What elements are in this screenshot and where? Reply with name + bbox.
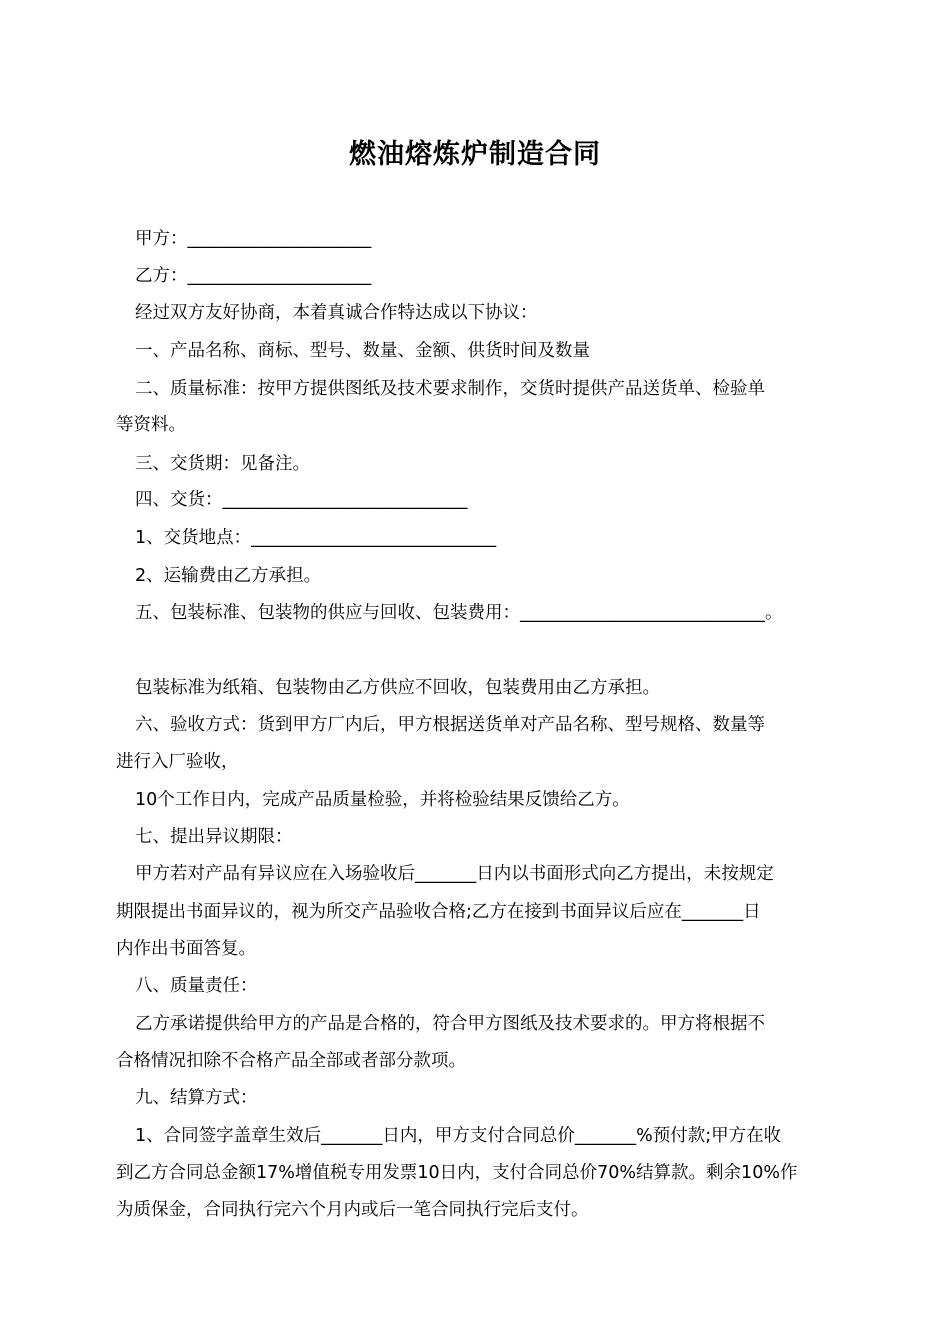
clause-7-text-cont-1: 期限提出书面异议的，视为所交产品验收合格;乙方在接到书面异议后应在_______日 [116,902,761,922]
clause-2-text: 二、质量标准：按甲方提供图纸及技术要求制作，交货时提供产品送货单、检验单 [135,379,765,399]
shipping-cost-line: 2、运输费由乙方承担。 [135,566,322,586]
clause-8-text-cont: 合格情况扣除不合格产品全部或者部分款项。 [116,1051,466,1071]
delivery-location-line: 1、交货地点：____________________________ [135,528,497,548]
clause-7-text-cont-2: 内作出书面答复。 [116,939,256,959]
clause-2-text-cont: 等资料。 [116,415,186,435]
clause-4-heading: 四、交货：____________________________ [135,490,468,510]
clause-8-heading: 八、质量责任： [135,976,258,996]
clause-9-text-cont-1: 到乙方合同总金额17%增值税专用发票10日内，支付合同总价70%结算款。剩余10%作 [116,1163,798,1183]
clause-7-text: 甲方若对产品有异议应在入场验收后_______日内以书面形式向乙方提出，未按规定 [135,864,774,884]
document-title: 燃油熔炼炉制造合同 [349,139,601,170]
clause-3-text: 三、交货期：见备注。 [135,454,310,474]
clause-6-text-cont: 进行入厂验收， [116,752,239,772]
clause-9-text-cont-2: 为质保金，合同执行完六个月内或后一笔合同执行完后支付。 [116,1200,589,1220]
preamble-line: 经过双方友好协商，本着真诚合作特达成以下协议： [135,303,538,323]
clause-9-text: 1、合同签字盖章生效后_______日内，甲方支付合同总价_______%预付款;甲方在收 [135,1126,782,1146]
clause-9-heading: 九、结算方式： [135,1088,258,1108]
packaging-standard-line: 包装标准为纸箱、包装物由乙方供应不回收，包装费用由乙方承担。 [135,678,660,698]
inspection-period-line: 10个工作日内，完成产品质量检验，并将检验结果反馈给乙方。 [135,790,630,810]
clause-7-heading: 七、提出异议期限： [135,827,293,847]
clause-1-heading: 一、产品名称、商标、型号、数量、金额、供货时间及数量 [135,341,590,361]
party-a-line: 甲方：_____________________ [135,229,372,249]
clause-8-text: 乙方承诺提供给甲方的产品是合格的，符合甲方图纸及技术要求的。甲方将根据不 [135,1014,765,1034]
clause-6-text: 六、验收方式：货到甲方厂内后，甲方根据送货单对产品名称、型号规格、数量等 [135,715,765,735]
clause-5-heading: 五、包装标准、包装物的供应与回收、包装费用：____________________________。 [135,603,783,623]
party-b-line: 乙方：_____________________ [135,266,372,286]
